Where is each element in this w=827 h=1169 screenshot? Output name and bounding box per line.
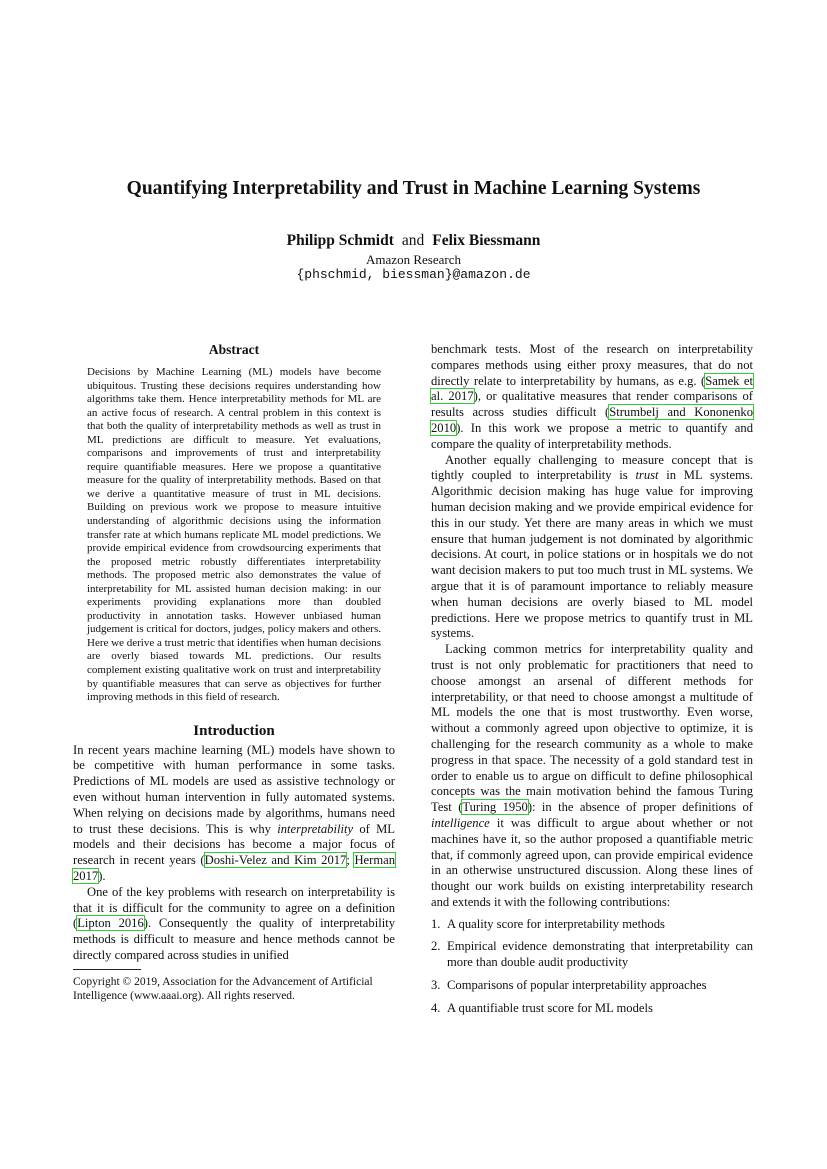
citation-link[interactable]: Doshi-Velez and Kim 2017 [204, 853, 347, 868]
body-paragraph: benchmark tests. Most of the research on interpretability compares methods using either proxy measures, that do not directly relate to interpretability by humans, as e.g. (Samek et al. 2017), or qualitative measures that render comparisons of results across studies difficult (Strumbelj and Kononenko 2010). In this work we propose a metric to quantify and compare the quality of interpretability methods. [431, 342, 754, 451]
abstract-heading: Abstract [208, 342, 260, 357]
body-paragraph: Another equally challenging to measure concept that is tightly coupled to interpretability is trust in ML systems. Algorithmic decision making has huge value for improving human decision making and we provide empirical evidence for this in our study. Yet there are many areas in which we must ensure that human judgement is not dominated by algorithmic decisions. At court, in police stations or in hospitals we do not want decision makers to put too much trust in ML systems. We argue that it is of paramount importance to reliably measure when human decisions are overly biased to ML model predictions. Here we propose metrics to quantify trust in ML systems. [431, 452, 753, 641]
right-column [431, 342, 753, 1024]
affiliation: Amazon Research [366, 252, 461, 267]
introduction-heading: Introduction [193, 722, 275, 739]
contributions-list [431, 917, 753, 1017]
author-name: Philipp Schmidt [286, 232, 394, 249]
footnote-rule [73, 969, 141, 970]
copyright-footnote: Copyright © 2019, Association for the Advancement of Artificial Intelligence (www.aaai.org). All rights reserved. [73, 976, 373, 1002]
list-item: 1. A quality score for interpretability methods [431, 916, 665, 931]
paper-title: Quantifying Interpretability and Trust in Machine Learning Systems [126, 178, 701, 199]
citation-link[interactable]: Lipton 2016 [77, 916, 144, 931]
list-item: 3. Comparisons of popular interpretability approaches [431, 978, 707, 993]
citation-link[interactable]: Turing 1950 [462, 800, 528, 815]
body-paragraph: Lacking common metrics for interpretability quality and trust is not only problematic for practitioners that need to choose amongst an arsenal of different methods for interpretability, or that need to choose amongst a multitude of ML models the one that is most trustworthy. Even worse, without a commonly agreed upon objective to optimize, it is challenging for the research community as a whole to make progress in that space. The necessity of a gold standard test in order to enable us to argue on difficult to define philosophical concepts was the main motivation behind the famous Turing Test (Turing 1950): in the absence of proper definitions of intelligence it was difficult to argue about whether or not machines have it, so the author proposed a quantifiable metric that, if commonly agreed upon, can provide empirical evidence in an otherwise unstructured discussion. Along these lines of thought our work builds on existing interpretability research and extends it with the following contributions: [431, 642, 753, 909]
citation-link[interactable]: Herman 2017 [73, 853, 395, 884]
intro-paragraph-1: In recent years machine learning (ML) models have shown to be competitive with human performance in some tasks. Predictions of ML models are used as assistive technology or even without human intervention in fully automated systems. When relying on decisions made by algorithms, humans need to trust these decisions. This is why interpretability of ML models and their decisions has become a major focus of research in recent years (Doshi-Velez and Kim 2017; Herman 2017). [73, 742, 395, 884]
abstract-text: Decisions by Machine Learning (ML) models have become ubiquitous. Trusting these decisions requires understanding how algorithms take them. Hence interpretability methods for ML are an active focus of research. A central problem in this context is that both the quality of interpretability methods as well as trust in ML predictions are difficult to measure. Yet evaluations, comparisons and improvements of trust and interpretability require quantifiable measures. Here we propose a quantitative measure for the quality of interpretability methods. Based on that we derive a quantitative measure of trust in ML decisions. Building on previous work we propose to measure intuitive understanding of algorithmic decisions using the information transfer rate at which humans replicate ML model predictions. We provide empirical evidence from crowdsourcing experiments that the proposed metric robustly differentiates interpretability methods. The proposed metric also demonstrates the value of interpretability for ML assisted human decision making: in our experiments providing explanations more than doubled productivity in annotation tasks. However unbiased human judgement is critical for doctors, judges, policy makers and others. Here we derive a trust metric that identifies when human decisions are overly biased towards ML predictions. Our results complement existing qualitative work on trust and interpretability by quantifiable measures that can serve as objectives for further improving methods in this field of research. [87, 366, 381, 704]
author-conjunction: and [401, 232, 425, 249]
author-line [0, 232, 827, 250]
left-column [73, 342, 395, 964]
citation-link[interactable]: Strumbelj and Kononenko 2010 [431, 405, 753, 435]
list-item: 4. A quantifiable trust score for ML models [431, 1000, 653, 1015]
author-email: {phschmid, biessman}@amazon.de [296, 267, 531, 282]
list-item: 2. Empirical evidence demonstrating that interpretability can more than double audit productivity [431, 939, 753, 970]
citation-link[interactable]: Samek et al. 2017 [431, 373, 753, 404]
author-name: Felix Biessmann [432, 232, 541, 249]
intro-paragraph-2: One of the key problems with research on interpretability is that it is difficult for the community to agree on a definition (Lipton 2016). Consequently the quality of interpretability methods is difficult to measure and hence methods cannot be directly compared across studies in unified [73, 884, 395, 963]
